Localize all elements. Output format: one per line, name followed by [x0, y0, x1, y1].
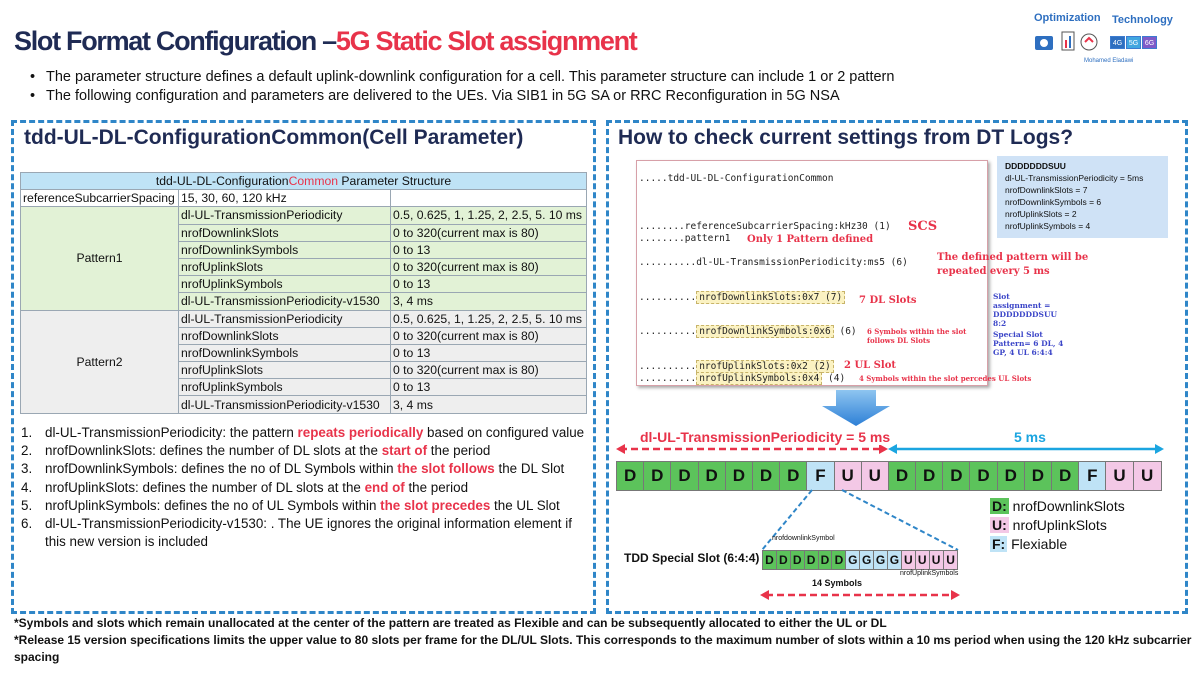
symbol-d: D	[805, 551, 819, 569]
table-cell: dl-UL-TransmissionPeriodicity	[179, 207, 391, 224]
symbol-count-label: 14 Symbols	[812, 578, 863, 588]
slot-d: D	[916, 462, 943, 490]
down-arrow-icon	[822, 390, 890, 426]
log-text: (4)	[822, 373, 846, 384]
note-text: based on configured value	[423, 425, 585, 440]
log-highlight: nrofDownlinkSlots:0x7 (7)	[696, 291, 845, 304]
slot-d: D	[970, 462, 997, 490]
footer-note: *Release 15 version specifications limits the upper value to 80 slots per frame for the DL/UL Slots. This corresponds to the maximum number of slots within a 10 ms period when using the 120 kHz subcarrier spacing	[14, 633, 1192, 664]
slot-d: D	[671, 462, 698, 490]
slot-u: U	[1134, 462, 1161, 490]
log-line: ........referenceSubcarrierSpacing:kHz30 (1)	[639, 221, 891, 232]
log-line: ..........dl-UL-TransmissionPeriodicity:ms5 (6)	[639, 257, 908, 268]
log-line	[639, 292, 845, 303]
table-row	[21, 310, 587, 327]
slot-legend	[990, 497, 1125, 554]
note-text: the period	[404, 479, 469, 495]
ul-symbol-label: nrofUplinkSymbols	[900, 570, 959, 577]
table-cell: 0.5, 0.625, 1, 1.25, 2, 2.5, 5. 10 ms	[391, 310, 587, 327]
annotation-ul-symbols: 4 Symbols within the slot percedes UL Slots	[859, 374, 1032, 383]
note-item	[21, 497, 596, 515]
table-cell: 0 to 320(current max is 80)	[391, 362, 587, 379]
note-item	[21, 479, 596, 497]
slot-u: U	[862, 462, 889, 490]
left-panel-title: tdd-UL-DL-ConfigurationCommon(Cell Parameter)	[24, 126, 524, 149]
log-highlight: nrofUplinkSlots:0x2 (2)	[696, 360, 834, 373]
summary-line: nrofUplinkSlots = 2	[1005, 209, 1077, 219]
legend-key: F:	[992, 536, 1006, 552]
table-cell: nrofDownlinkSymbols	[179, 344, 391, 361]
note-text: the period	[427, 443, 491, 459]
legend-text: Flexiable	[1007, 536, 1068, 552]
title-main: Slot Format Configuration –	[14, 26, 336, 56]
slot-d: D	[780, 462, 807, 490]
summary-line: nrofDownlinkSymbols = 6	[1005, 197, 1102, 207]
legend-text: nrofUplinkSlots	[1008, 517, 1107, 533]
technology-chips	[1110, 36, 1158, 49]
brand-optimization: Optimization	[1034, 12, 1101, 24]
symbol-u: U	[944, 551, 958, 569]
symbol-u: U	[916, 551, 930, 569]
log-indent: ..........	[639, 292, 697, 303]
table-header-row	[21, 173, 587, 190]
notes-list	[21, 424, 596, 551]
log-line	[639, 361, 834, 372]
symbol-g: G	[860, 551, 874, 569]
table-cell: 0 to 320(current max is 80)	[391, 258, 587, 275]
note-text: nrofDownlinkSlots: defines the number of DL slots at the	[45, 443, 382, 459]
slot-d: D	[699, 462, 726, 490]
log-highlight: nrofUplinkSymbols:0x4	[696, 372, 822, 385]
table-cell: 3, 4 ms	[391, 293, 587, 310]
slot-d: D	[943, 462, 970, 490]
symbol-d: D	[791, 551, 805, 569]
note-text: the UL Slot	[490, 497, 560, 513]
dl-symbol-label: nrofdownlinkSymbol	[772, 535, 835, 542]
page-title	[14, 26, 636, 57]
slot-d: D	[617, 462, 644, 490]
legend-key: U:	[992, 517, 1007, 533]
table-cell: nrofDownlinkSlots	[179, 327, 391, 344]
special-slot-symbols	[762, 550, 958, 570]
table-header	[21, 173, 587, 190]
symbol-u: U	[902, 551, 916, 569]
note-text: nrofUplinkSlots: defines the number of DL slots at the	[45, 479, 365, 495]
note-text: dl-UL-TransmissionPeriodicity: the pattern	[45, 425, 298, 440]
legend-item-u	[990, 516, 1125, 535]
legend-item-d	[990, 497, 1125, 516]
slot-d: D	[644, 462, 671, 490]
optimization-icons	[1034, 30, 1104, 56]
special-slot-zoom-lines	[760, 488, 970, 552]
slot-f: F	[1079, 462, 1106, 490]
note-text: nrofDownlinkSymbols: defines the no of DL Symbols within	[45, 461, 398, 477]
symbol-d: D	[763, 551, 777, 569]
bullet-item: • The parameter structure defines a default uplink-downlink configuration for a cell. This parameter structure can include 1 or 2 pattern	[30, 68, 894, 87]
legend-item-f	[990, 535, 1125, 554]
table-row	[21, 190, 587, 207]
note-number: 1.	[21, 425, 33, 440]
period2-label: 5 ms	[1010, 429, 1050, 445]
chip-5g: 5G	[1126, 36, 1141, 49]
summary-line: nrofDownlinkSlots = 7	[1005, 185, 1088, 195]
note-highlight: start of	[381, 443, 428, 459]
special-slot-label: TDD Special Slot (6:4:4)	[624, 551, 760, 565]
table-cell: 0 to 13	[391, 241, 587, 258]
symbol-g: G	[846, 551, 860, 569]
right-panel-title: How to check current settings from DT Logs?	[618, 126, 1074, 149]
note-item	[21, 442, 596, 460]
annotation-slot-assignment: Slot assignment = DDDDDDDSUU 8:2	[993, 292, 1058, 328]
annotation-dl-slots: 7 DL Slots	[859, 295, 917, 306]
title-highlight: 5G Static Slot assignment	[335, 26, 637, 56]
summary-line: dl-UL-TransmissionPeriodicity = 5ms	[1005, 173, 1144, 183]
symbol-g: G	[888, 551, 902, 569]
table-header-highlight: Common	[288, 174, 339, 189]
period1-label: dl-UL-TransmissionPeriodicity = 5 ms	[636, 429, 894, 445]
slot-d: D	[1025, 462, 1052, 490]
table-cell: 0 to 13	[391, 379, 587, 396]
table-cell: nrofUplinkSlots	[179, 258, 391, 275]
annotation-scs: SCS	[908, 219, 938, 234]
note-text: the DL Slot	[494, 461, 565, 477]
table-cell: dl-UL-TransmissionPeriodicity	[179, 310, 391, 327]
slot-u: U	[1106, 462, 1133, 490]
table-cell: nrofUplinkSlots	[179, 362, 391, 379]
slot-d: D	[998, 462, 1025, 490]
symbol-span-arrow	[760, 588, 960, 602]
symbol-d: D	[819, 551, 833, 569]
parameter-table	[20, 172, 587, 414]
summary-line: nrofUplinkSymbols = 4	[1005, 221, 1091, 231]
slot-d: D	[889, 462, 916, 490]
pattern1-label: Pattern1	[21, 207, 179, 310]
annotation-period: The defined pattern will be repeated every 5 ms	[937, 252, 1089, 277]
note-number: 6.	[21, 516, 33, 532]
symbol-u: U	[930, 551, 944, 569]
note-highlight: the slot precedes	[380, 497, 491, 513]
note-text: nrofUplinkSymbols: defines the no of UL Symbols within	[45, 497, 381, 513]
annotation-special-slot: Special Slot Pattern= 6 DL, 4 GP, 4 UL 6:4:4	[993, 330, 1064, 357]
settings-summary-box	[997, 156, 1168, 238]
log-line	[639, 326, 857, 337]
annotation-pattern: Only 1 Pattern defined	[747, 234, 874, 245]
footer-note: *Symbols and slots which remain unallocated at the center of the pattern are treated as Flexible and can be subsequently allocated to either the UL or DL	[14, 616, 887, 630]
chip-4g: 4G	[1110, 36, 1125, 49]
bullet-item: • The following configuration and parameters are delivered to the UEs. Via SIB1 in 5G SA or RRC Reconfiguration in 5G NSA	[30, 87, 894, 106]
table-cell: nrofUplinkSymbols	[179, 276, 391, 293]
symbol-d: D	[777, 551, 791, 569]
log-highlight: nrofDownlinkSymbols:0x6	[696, 325, 834, 338]
note-highlight: repeats periodically	[297, 425, 424, 440]
note-number: 4.	[21, 479, 33, 495]
note-highlight: end of	[364, 479, 405, 495]
summary-line: DDDDDDDSUU	[1005, 161, 1066, 171]
table-cell: 3, 4 ms	[391, 396, 587, 413]
log-line: ........pattern1	[639, 233, 731, 244]
table-cell: nrofUplinkSymbols	[179, 379, 391, 396]
table-cell: dl-UL-TransmissionPeriodicity-v1530	[179, 293, 391, 310]
chip-6g: 6G	[1142, 36, 1157, 49]
annotation-dl-symbols: 6 Symbols within the slot follows DL Slots	[867, 327, 967, 345]
table-cell: 0 to 320(current max is 80)	[391, 224, 587, 241]
note-number: 5.	[21, 497, 33, 513]
table-header-text: Parameter Structure	[338, 174, 452, 189]
footer-notes	[14, 615, 1194, 666]
slot-d: D	[726, 462, 753, 490]
brand-author: Mohamed Eladawi	[1084, 58, 1134, 64]
note-item	[21, 460, 596, 478]
table-cell: 0 to 13	[391, 344, 587, 361]
intro-bullets	[30, 68, 894, 106]
log-line: .....tdd-UL-DL-ConfigurationCommon	[639, 173, 834, 184]
log-indent: ..........	[639, 326, 697, 337]
note-text: dl-UL-TransmissionPeriodicity-v1530: . The UE ignores the original information element if this new version is included	[45, 516, 572, 550]
log-text: (6)	[833, 326, 857, 337]
note-number: 3.	[21, 461, 33, 477]
legend-text: nrofDownlinkSlots	[1008, 498, 1125, 514]
slot-u: U	[835, 462, 862, 490]
log-line	[639, 373, 845, 384]
ref-scs-value: 15, 30, 60, 120 kHz	[179, 190, 391, 207]
table-row	[21, 207, 587, 224]
symbol-g: G	[874, 551, 888, 569]
pattern2-label: Pattern2	[21, 310, 179, 413]
table-cell: 0.5, 0.625, 1, 1.25, 2, 2.5, 5. 10 ms	[391, 207, 587, 224]
log-indent: ..........	[639, 361, 697, 372]
slot-d: D	[1052, 462, 1079, 490]
brand-technology: Technology	[1112, 14, 1173, 26]
table-cell: 0 to 320(current max is 80)	[391, 327, 587, 344]
table-cell: 0 to 13	[391, 276, 587, 293]
table-cell: nrofDownlinkSymbols	[179, 241, 391, 258]
slot-f: F	[807, 462, 834, 490]
ref-scs-label: referenceSubcarrierSpacing	[21, 190, 179, 207]
note-number: 2.	[21, 443, 33, 459]
table-cell: nrofDownlinkSlots	[179, 224, 391, 241]
note-item	[21, 515, 596, 551]
symbol-d: D	[832, 551, 846, 569]
slot-pattern-row	[616, 461, 1162, 491]
legend-key: D:	[992, 498, 1007, 514]
note-item	[21, 424, 596, 442]
log-indent: ..........	[639, 373, 697, 384]
table-header-text: tdd-UL-DL-Configuration	[155, 174, 289, 189]
slot-d: D	[753, 462, 780, 490]
note-highlight: the slot follows	[397, 461, 495, 477]
annotation-ul-slots: 2 UL Slot	[844, 360, 896, 371]
table-cell: dl-UL-TransmissionPeriodicity-v1530	[179, 396, 391, 413]
